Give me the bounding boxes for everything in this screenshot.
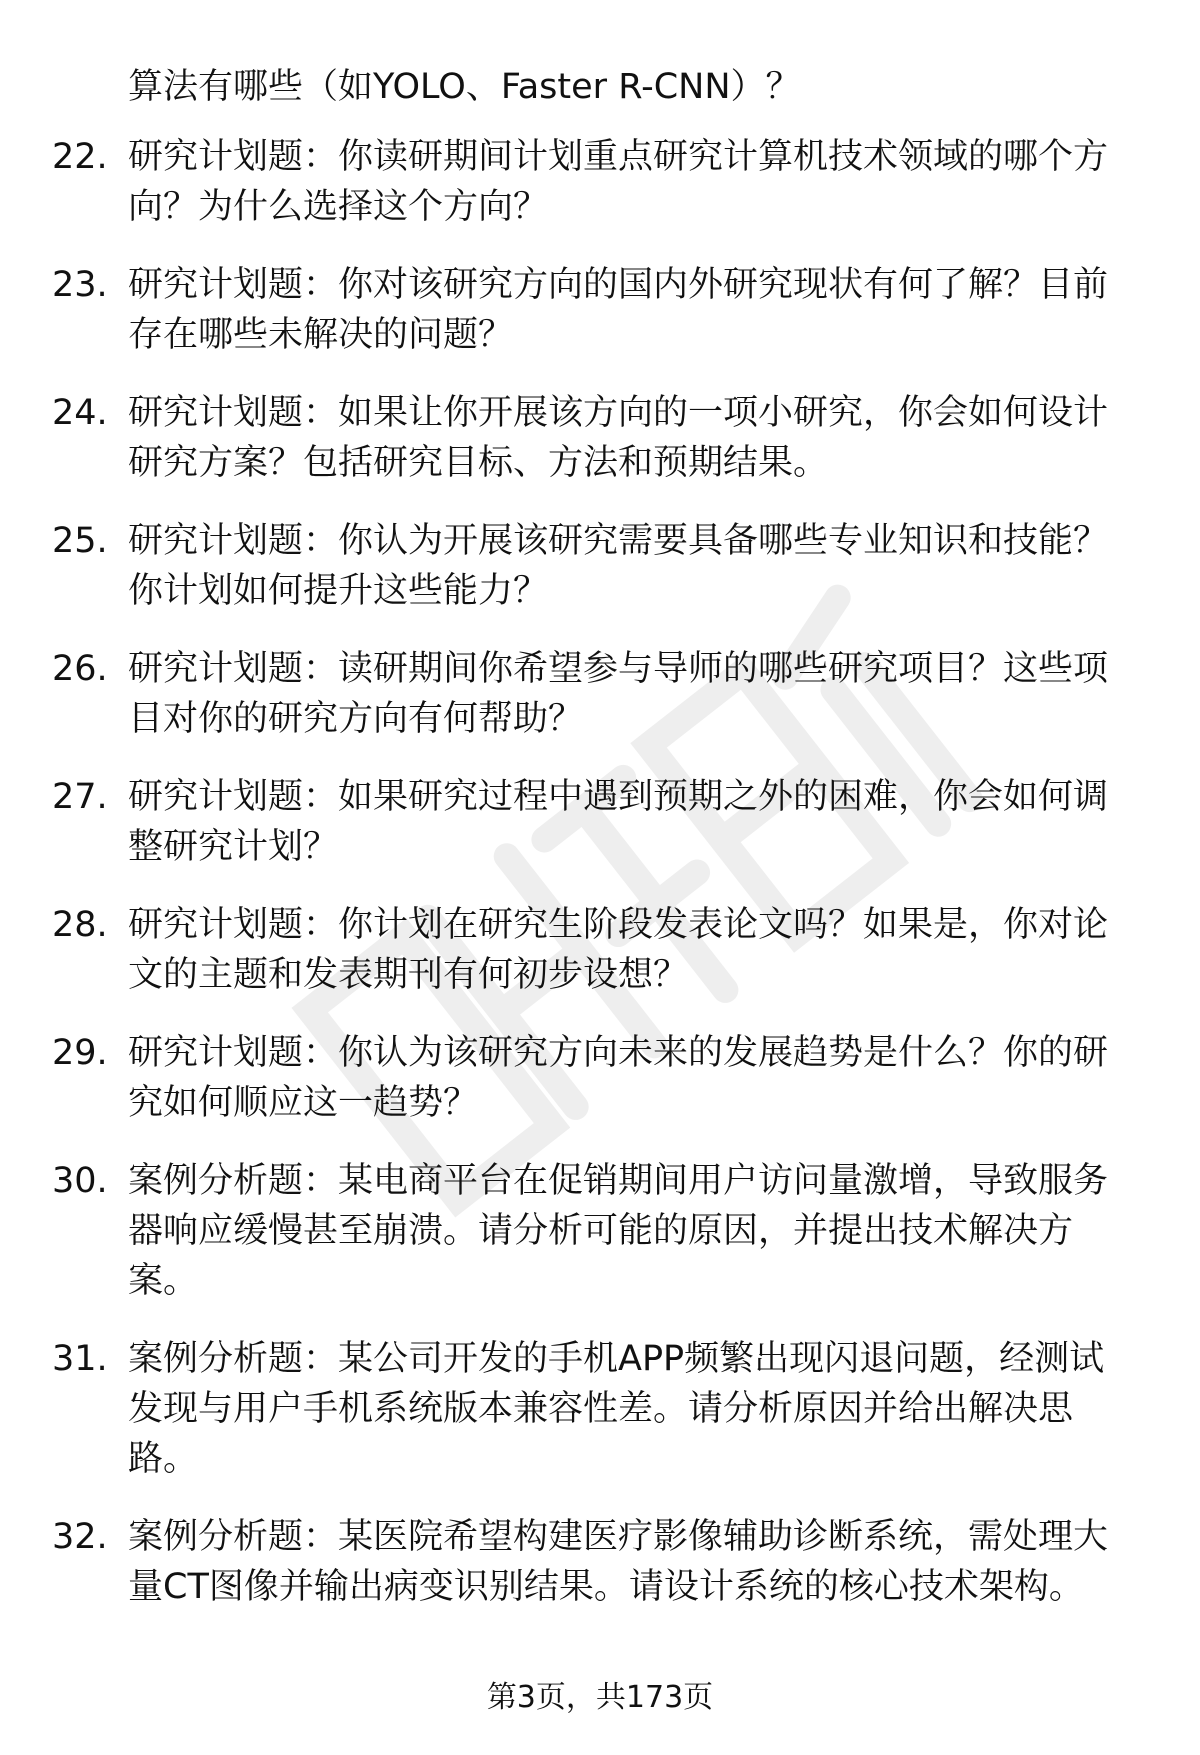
continued-question-text: 算法有哪些（如YOLO、Faster R-CNN）？ bbox=[128, 67, 801, 107]
question-text: 研究计划题：你计划在研究生阶段发表论文吗？如果是，你对论文的主题和发表期刊有何初步设想？ bbox=[128, 905, 1109, 995]
question-text: 案例分析题：某电商平台在促销期间用户访问量激增，导致服务器响应缓慢甚至崩溃。请分析可能的原因，并提出技术解决方案。 bbox=[128, 1161, 1109, 1301]
question-item bbox=[0, 644, 1138, 744]
question-number: 22. bbox=[52, 137, 108, 177]
question-number: 31. bbox=[52, 1339, 108, 1379]
page-footer: 第3页，共173页 bbox=[486, 1680, 714, 1715]
question-text: 研究计划题：你认为该研究方向未来的发展趋势是什么？你的研究如何顺应这一趋势？ bbox=[128, 1033, 1109, 1123]
question-text: 研究计划题：如果让你开展该方向的一项小研究，你会如何设计研究方案？包括研究目标、方法和预期结果。 bbox=[128, 393, 1109, 483]
question-item bbox=[0, 132, 1138, 232]
question-text: 研究计划题：你对该研究方向的国内外研究现状有何了解？目前存在哪些未解决的问题？ bbox=[128, 265, 1109, 355]
question-list bbox=[0, 132, 1200, 1612]
question-number: 32. bbox=[52, 1517, 108, 1557]
question-number: 23. bbox=[52, 265, 108, 305]
question-number: 24. bbox=[52, 393, 108, 433]
question-item bbox=[0, 260, 1138, 360]
question-item bbox=[0, 1334, 1138, 1484]
question-number: 28. bbox=[52, 905, 108, 945]
question-item bbox=[0, 1512, 1138, 1612]
question-number: 27. bbox=[52, 777, 108, 817]
question-list-region bbox=[0, 62, 1200, 1612]
question-item bbox=[0, 516, 1138, 616]
question-number: 30. bbox=[52, 1161, 108, 1201]
question-text: 案例分析题：某医院希望构建医疗影像辅助诊断系统，需处理大量CT图像并输出病变识别结果。请设计系统的核心技术架构。 bbox=[128, 1517, 1109, 1607]
question-number: 26. bbox=[52, 649, 108, 689]
question-text: 研究计划题：你读研期间计划重点研究计算机技术领域的哪个方向？为什么选择这个方向？ bbox=[128, 137, 1109, 227]
question-item bbox=[0, 1156, 1138, 1306]
question-number: 25. bbox=[52, 521, 108, 561]
question-item bbox=[0, 900, 1138, 1000]
question-item bbox=[0, 388, 1138, 488]
question-item bbox=[0, 1028, 1138, 1128]
question-text: 研究计划题：如果研究过程中遇到预期之外的困难，你会如何调整研究计划？ bbox=[128, 777, 1109, 867]
question-text: 研究计划题：你认为开展该研究需要具备哪些专业知识和技能？你计划如何提升这些能力？ bbox=[128, 521, 1109, 611]
question-text: 案例分析题：某公司开发的手机APP频繁出现闪退问题，经测试发现与用户手机系统版本兼容性差。请分析原因并给出解决思路。 bbox=[128, 1339, 1105, 1479]
question-number: 29. bbox=[52, 1033, 108, 1073]
question-item bbox=[0, 772, 1138, 872]
question-text: 研究计划题：读研期间你希望参与导师的哪些研究项目？这些项目对你的研究方向有何帮助？ bbox=[128, 649, 1109, 739]
